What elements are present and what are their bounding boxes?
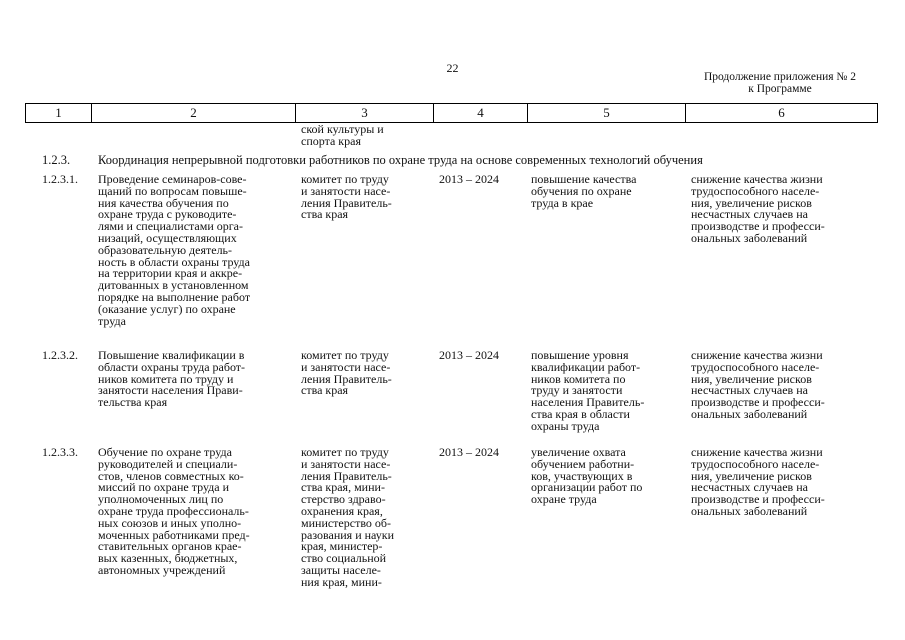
text-line: дитованных в установленном bbox=[98, 278, 249, 293]
header-col-6: 6 bbox=[686, 104, 878, 123]
header-col-1: 1 bbox=[26, 104, 92, 123]
appendix-note-line: к Программе bbox=[748, 83, 812, 95]
executor-cell bbox=[301, 350, 392, 397]
text-line: ников комитета по труду и bbox=[98, 371, 234, 386]
period-cell: 2013 – 2024 bbox=[439, 348, 499, 362]
text-line: ональных заболеваний bbox=[691, 503, 808, 518]
text-line: спорта края bbox=[301, 133, 361, 148]
text-line: моченных работниками пред- bbox=[98, 527, 250, 542]
text-line: области охраны труда работ- bbox=[98, 359, 246, 374]
text-line: щаний по вопросам повыше- bbox=[98, 183, 247, 198]
continuation-executor bbox=[301, 124, 384, 148]
text-line: Повышение квалификации в bbox=[98, 348, 245, 362]
text-line: ных союзов и иных уполно- bbox=[98, 515, 242, 530]
text-line: ство социальной bbox=[301, 551, 387, 566]
period-cell: 2013 – 2024 bbox=[439, 445, 499, 459]
period-cell: 2013 – 2024 bbox=[439, 172, 499, 186]
text-line: труду и занятости bbox=[531, 383, 623, 398]
result-cell bbox=[531, 350, 644, 433]
text-line: ства края, мини- bbox=[301, 480, 385, 495]
text-line: трудоспособного населе- bbox=[691, 456, 820, 471]
text-line: ления Правитель- bbox=[301, 195, 392, 210]
text-line: организации работ по bbox=[531, 480, 643, 495]
appendix-note bbox=[690, 71, 870, 95]
text-line: увеличение охвата bbox=[531, 445, 626, 459]
header-col-3: 3 bbox=[296, 104, 434, 123]
text-line: труда bbox=[98, 313, 126, 328]
text-line: ления Правитель- bbox=[301, 371, 392, 386]
appendix-note-line: Продолжение приложения № 2 bbox=[703, 71, 857, 83]
text-line: производстве и професси- bbox=[691, 492, 825, 507]
text-line: населения Правитель- bbox=[531, 395, 645, 410]
result-cell bbox=[531, 174, 636, 209]
executor-cell bbox=[301, 447, 394, 589]
text-line: охране труда с руководите- bbox=[98, 207, 237, 222]
text-line: ства края bbox=[301, 207, 349, 222]
text-line: и занятости насе- bbox=[301, 359, 391, 374]
text-line: ков, участвующих в bbox=[531, 468, 633, 483]
column-number-header bbox=[25, 103, 878, 123]
text-line: комитет по труду bbox=[301, 172, 389, 186]
text-line: защиты населе- bbox=[301, 562, 381, 577]
text-line: комитет по труду bbox=[301, 348, 389, 362]
text-line: ональных заболеваний bbox=[691, 406, 808, 421]
row-number: 1.2.3.2. bbox=[42, 348, 78, 362]
text-line: повышение качества bbox=[531, 172, 637, 186]
result-cell bbox=[531, 447, 642, 506]
text-line: ления Правитель- bbox=[301, 468, 392, 483]
text-line: несчастных случаев на bbox=[691, 480, 808, 495]
header-col-5: 5 bbox=[528, 104, 686, 123]
text-line: повышение уровня bbox=[531, 348, 629, 362]
text-line: ния, увеличение рисков bbox=[691, 195, 812, 210]
text-line: и занятости насе- bbox=[301, 456, 391, 471]
text-line: занятости населения Прави- bbox=[98, 383, 243, 398]
header-col-2: 2 bbox=[92, 104, 296, 123]
page-number: 22 bbox=[446, 61, 459, 75]
text-line: стов, членов совместных ко- bbox=[98, 468, 244, 483]
text-line: ния края, мини- bbox=[301, 574, 382, 589]
text-line: министерство об- bbox=[301, 515, 392, 530]
row-number: 1.2.3.1. bbox=[42, 172, 78, 186]
text-line: обучения по охране bbox=[531, 183, 632, 198]
text-line: на территории края и аккре- bbox=[98, 266, 243, 281]
executor-cell bbox=[301, 174, 392, 221]
text-line: автономных учреждений bbox=[98, 562, 226, 577]
text-line: лями и специалистами орга- bbox=[98, 219, 244, 234]
text-line: комитет по труду bbox=[301, 445, 389, 459]
text-line: и занятости насе- bbox=[301, 183, 391, 198]
text-line: труда в крае bbox=[531, 195, 594, 210]
text-line: квалификации работ- bbox=[531, 359, 641, 374]
text-line: ния, увеличение рисков bbox=[691, 371, 812, 386]
text-line: охранения края, bbox=[301, 503, 383, 518]
text-line: несчастных случаев на bbox=[691, 383, 808, 398]
text-line: края, министер- bbox=[301, 539, 383, 554]
text-line: разования и науки bbox=[301, 527, 395, 542]
text-line: трудоспособного населе- bbox=[691, 359, 820, 374]
text-line: руководителей и специали- bbox=[98, 456, 238, 471]
event-cell bbox=[98, 350, 245, 409]
text-line: низаций, осуществляющих bbox=[98, 230, 237, 245]
text-line: ства края bbox=[301, 383, 349, 398]
text-line: ской культуры и bbox=[301, 122, 384, 136]
text-line: ства края в области bbox=[531, 406, 630, 421]
text-line: ников комитета по bbox=[531, 371, 626, 386]
text-line: ность в области охраны труда bbox=[98, 254, 250, 269]
text-line: (оказание услуг) по охране bbox=[98, 301, 236, 316]
text-line: Проведение семинаров-сове- bbox=[98, 172, 247, 186]
text-line: стерство здраво- bbox=[301, 492, 386, 507]
text-line: вых казенных, бюджетных, bbox=[98, 551, 238, 566]
consequence-cell bbox=[691, 447, 825, 518]
event-cell bbox=[98, 447, 250, 577]
text-line: уполномоченных лиц по bbox=[98, 492, 224, 507]
text-line: Обучение по охране труда bbox=[98, 445, 232, 459]
text-line: тельства края bbox=[98, 395, 168, 410]
text-line: ния, увеличение рисков bbox=[691, 468, 812, 483]
text-line: ональных заболеваний bbox=[691, 230, 808, 245]
consequence-cell bbox=[691, 174, 825, 245]
text-line: ставительных органов крае- bbox=[98, 539, 242, 554]
text-line: трудоспособного населе- bbox=[691, 183, 820, 198]
text-line: ния качества обучения по bbox=[98, 195, 229, 210]
text-line: производстве и професси- bbox=[691, 219, 825, 234]
text-line: охране труда bbox=[531, 492, 597, 507]
section-title: Координация непрерывной подготовки работников по охране труда на основе современных технологий обучения bbox=[98, 153, 703, 167]
text-line: порядке на выполнение работ bbox=[98, 289, 251, 304]
text-line: снижение качества жизни bbox=[691, 348, 823, 362]
text-line: охраны труда bbox=[531, 418, 600, 433]
event-cell bbox=[98, 174, 250, 327]
row-number: 1.2.3.3. bbox=[42, 445, 78, 459]
text-line: миссий по охране труда и bbox=[98, 480, 230, 495]
text-line: снижение качества жизни bbox=[691, 172, 823, 186]
section-number: 1.2.3. bbox=[42, 153, 71, 167]
text-line: производстве и професси- bbox=[691, 395, 825, 410]
text-line: образовательную деятель- bbox=[98, 242, 233, 257]
consequence-cell bbox=[691, 350, 825, 421]
text-line: снижение качества жизни bbox=[691, 445, 823, 459]
text-line: охране труда профессиональ- bbox=[98, 503, 249, 518]
text-line: несчастных случаев на bbox=[691, 207, 808, 222]
text-line: обучением работни- bbox=[531, 456, 635, 471]
header-col-4: 4 bbox=[434, 104, 528, 123]
